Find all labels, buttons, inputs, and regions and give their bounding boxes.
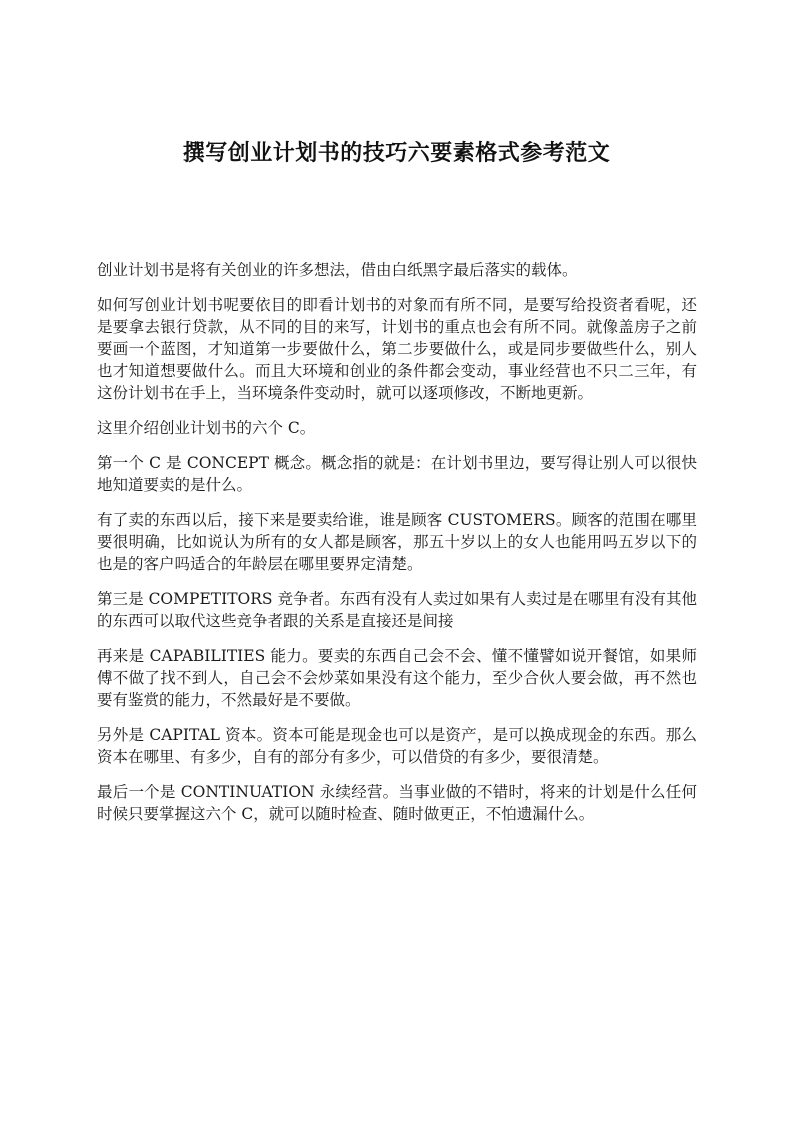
paragraph-intro: 创业计划书是将有关创业的许多想法，借由白纸黑字最后落实的载体。 xyxy=(97,261,578,279)
paragraph-purpose: 如何写创业计划书呢要依目的即看计划书的对象而有所不同，是要写给投资者看呢，还是要拿去银行贷款，从不同的目的来写，计划书的重点也会有所不同。就像盖房子之前要画一个蓝图，才知道第一步要做什么，第二步要做什么，或是同步要做些什么，别人也才知道想要做什么。而且大环境和创业的条件都会变动，事业经营也不只二三年，有这份计划书在手上，当环境条件变动时，就可以逐项修改，不断地更新。 xyxy=(97,296,697,402)
document-title: 撰写创业计划书的技巧六要素格式参考范文 xyxy=(182,141,611,166)
paragraph-concept: 第一个 C 是 CONCEPT 概念。概念指的就是：在计划书里边，要写得让别人可以很快地知道要卖的是什么。 xyxy=(97,454,697,494)
paragraph-competitors: 第三是 COMPETITORS 竞争者。东西有没有人卖过如果有人卖过是在哪里有没有其他的东西可以取代这些竞争者跟的关系是直接还是间接 xyxy=(97,590,697,630)
paragraph-capabilities: 再来是 CAPABILITIES 能力。要卖的东西自己会不会、懂不懂譬如说开餐馆，如果师傅不做了找不到人，自己会不会炒菜如果没有这个能力，至少合伙人要会做，再不然也要有鉴赏的能力，不然最好是不要做。 xyxy=(97,647,697,709)
paragraph-capital: 另外是 CAPITAL 资本。资本可能是现金也可以是资产，是可以换成现金的东西。那么资本在哪里、有多少，自有的部分有多少，可以借贷的有多少，要很清楚。 xyxy=(97,726,697,766)
paragraph-continuation: 最后一个是 CONTINUATION 永续经营。当事业做的不错时，将来的计划是什么任何时候只要掌握这六个 C，就可以随时检查、随时做更正，不怕遗漏什么。 xyxy=(97,783,697,823)
paragraph-six-c-intro: 这里介绍创业计划书的六个 C。 xyxy=(97,419,316,437)
document-body xyxy=(97,259,697,838)
paragraph-customers: 有了卖的东西以后，接下来是要卖给谁，谁是顾客 CUSTOMERS。顾客的范围在哪里要很明确，比如说认为所有的女人都是顾客，那五十岁以上的女人也能用吗五岁以下的也是的客户吗适合的年龄层在哪里要界定清楚。 xyxy=(97,511,697,573)
